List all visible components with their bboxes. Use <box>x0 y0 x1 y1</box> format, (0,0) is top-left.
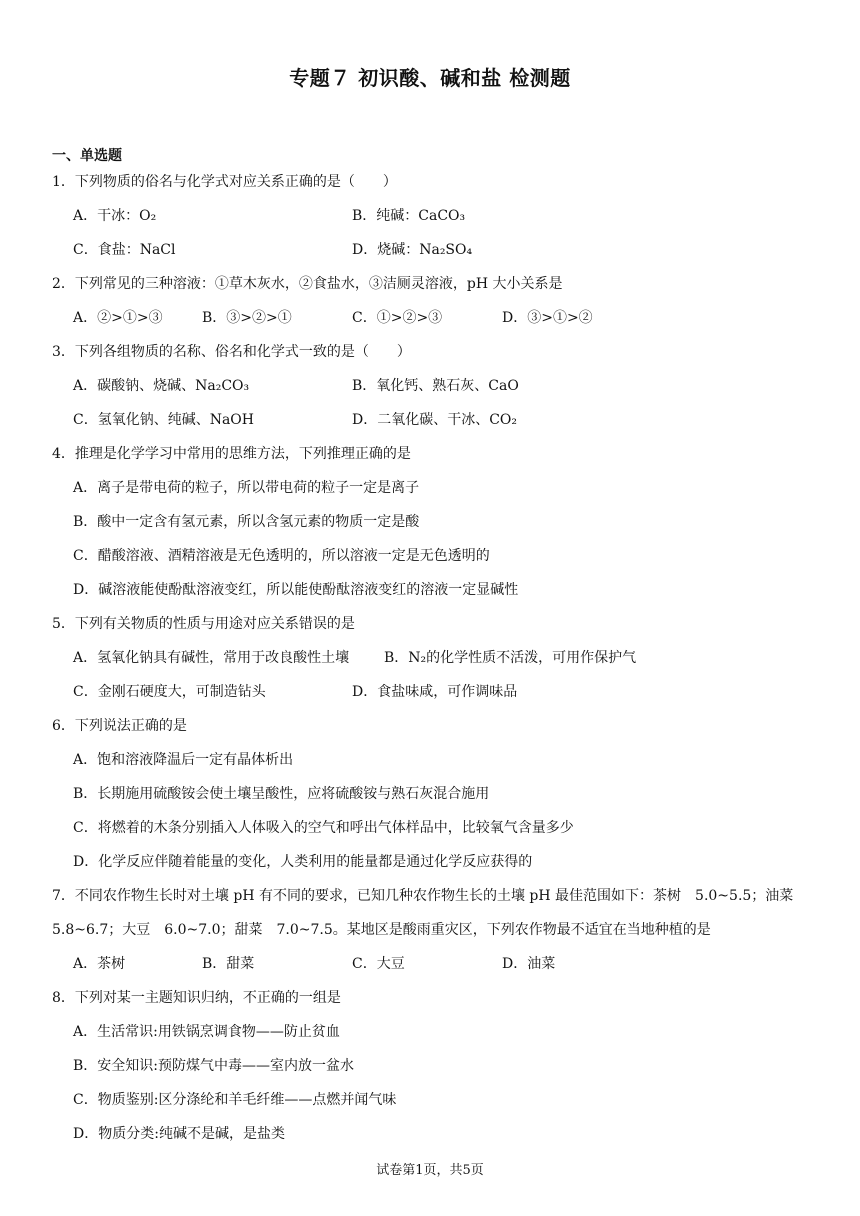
q5-option-a: A．氢氧化钠具有碱性，常用于改良酸性土壤 <box>73 650 350 666</box>
q8-option-d: D．物质分类:纯碱不是碱，是盐类 <box>73 1126 285 1142</box>
q3-option-c: C．氢氧化钠、纯碱、NaOH <box>73 412 254 428</box>
question-3-stem: 3．下列各组物质的名称、俗名和化学式一致的是（ ） <box>52 344 411 360</box>
question-1-stem: 1．下列物质的俗名与化学式对应关系正确的是（ ） <box>52 174 397 190</box>
q1-option-c: C．食盐：NaCl <box>73 242 176 258</box>
question-2-stem: 2．下列常见的三种溶液：①草木灰水，②食盐水，③洁厕灵溶液，pH 大小关系是 <box>52 276 563 292</box>
q7-option-d: D．油菜 <box>502 956 556 972</box>
page-title: 专题７ 初识酸、碱和盐 检测题 <box>289 66 571 90</box>
q5-option-b: B．N₂的化学性质不活泼，可用作保护气 <box>384 650 637 666</box>
question-8-stem: 8．下列对某一主题知识归纳，不正确的一组是 <box>52 990 341 1006</box>
question-7-stem: 7．不同农作物生长时对土壤 pH 有不同的要求，已知几种农作物生长的土壤 pH 最佳范围如下：茶树 5.0~5.5；油菜 5.8~6.7；大豆 6.0~7.0；甜菜 7.0~7.5。某地区是酸雨重灾区，下列农作物最不适宜在当地种植的是 <box>52 888 808 938</box>
q6-option-d: D．化学反应伴随着能量的变化，人类利用的能量都是通过化学反应获得的 <box>73 854 533 870</box>
q4-option-c: C．醋酸溶液、酒精溶液是无色透明的，所以溶液一定是无色透明的 <box>73 548 490 564</box>
q7-option-c: C．大豆 <box>352 956 405 972</box>
q7-option-a: A．茶树 <box>73 956 126 972</box>
q1-option-b: B．纯碱：CaCO₃ <box>352 208 466 224</box>
q5-option-d: D．食盐味咸，可作调味品 <box>352 684 518 700</box>
q4-option-a: A．离子是带电荷的粒子，所以带电荷的粒子一定是离子 <box>73 480 420 496</box>
q2-option-d: D．③>①>② <box>502 310 593 326</box>
q7-option-b: B．甜菜 <box>202 956 255 972</box>
q4-option-d: D．碱溶液能使酚酞溶液变红，所以能使酚酞溶液变红的溶液一定显碱性 <box>73 582 519 598</box>
q6-option-b: B．长期施用硫酸铵会使土壤呈酸性，应将硫酸铵与熟石灰混合施用 <box>73 786 490 802</box>
q2-option-b: B．③>②>① <box>202 310 292 326</box>
q3-option-d: D．二氧化碳、干冰、CO₂ <box>352 412 518 428</box>
q3-option-a: A．碳酸钠、烧碱、Na₂CO₃ <box>73 378 250 394</box>
page-footer: 试卷第1页，共5页 <box>376 1163 484 1178</box>
question-5-stem: 5．下列有关物质的性质与用途对应关系错误的是 <box>52 616 355 632</box>
q1-option-d: D．烧碱：Na₂SO₄ <box>352 242 473 258</box>
q1-option-a: A．干冰：O₂ <box>73 208 157 224</box>
q5-option-c: C．金刚石硬度大，可制造钻头 <box>73 684 266 700</box>
question-6-stem: 6．下列说法正确的是 <box>52 718 187 734</box>
q8-option-c: C．物质鉴别:区分涤纶和羊毛纤维——点燃并闻气味 <box>73 1092 397 1108</box>
q6-option-a: A．饱和溶液降温后一定有晶体析出 <box>73 752 294 768</box>
section-heading: 一、单选题 <box>52 148 122 164</box>
q3-option-b: B．氧化钙、熟石灰、CaO <box>352 378 519 394</box>
q4-option-b: B．酸中一定含有氢元素，所以含氢元素的物质一定是酸 <box>73 514 420 530</box>
q2-option-c: C．①>②>③ <box>352 310 443 326</box>
q2-option-a: A．②>①>③ <box>73 310 163 326</box>
question-4-stem: 4．推理是化学学习中常用的思维方法，下列推理正确的是 <box>52 446 411 462</box>
q8-option-a: A．生活常识:用铁锅烹调食物——防止贫血 <box>73 1024 340 1040</box>
q8-option-b: B．安全知识:预防煤气中毒——室内放一盆水 <box>73 1058 355 1074</box>
q6-option-c: C．将燃着的木条分别插入人体吸入的空气和呼出气体样品中，比较氧气含量多少 <box>73 820 574 836</box>
